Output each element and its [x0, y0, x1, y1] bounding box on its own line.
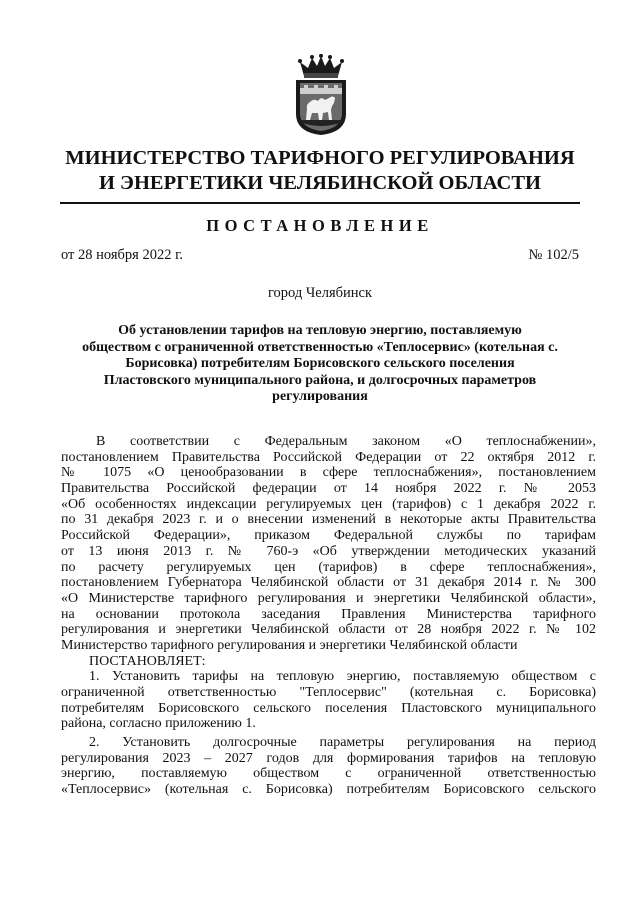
item-1-paragraph [61, 669, 596, 732]
title-line: Пластовского муниципального района, и долгосрочных параметров [103, 372, 537, 388]
ministry-name-line-2: И ЭНЕРГЕТИКИ ЧЕЛЯБИНСКОЙ ОБЛАСТИ [98, 172, 541, 194]
header-divider [60, 202, 580, 204]
item-2-line: 2. Установить долгосрочные параметры регулирования на период [89, 735, 596, 751]
document-city: город Челябинск [267, 285, 373, 301]
document-title [62, 323, 578, 406]
title-line: Об установлении тарифов на тепловую энергию, поставляемую [118, 323, 522, 338]
chelyabinsk-coat-of-arms-icon [290, 54, 352, 136]
resolves-heading: ПОСТАНОВЛЯЕТ: [89, 653, 206, 669]
preamble-line: Российской Федерации», приказом Федеральной службы по тарифам [61, 528, 596, 544]
preamble-line: «Об особенностях индексации регулируемых цен (тарифов) с 1 декабря 2022 г. [61, 496, 596, 512]
preamble-paragraph [61, 434, 596, 654]
item-2-line: «Теплосервис» (котельная с. Борисовка) потребителям Борисовского сельского [61, 782, 596, 798]
preamble-line: В соответствии с Федеральным законом «О теплоснабжении», [96, 434, 596, 449]
document-type: ПОСТАНОВЛЕНИЕ [206, 216, 434, 235]
document-number: № 102/5 [528, 247, 579, 263]
preamble-line: Министерство тарифного регулирования и энергетики Челябинской области [61, 637, 518, 653]
preamble-line: регулирования и энергетики Челябинской области от 28 ноября 2022 г. № 102 [61, 622, 596, 638]
preamble-line: на основании протокола заседания Правления Министерства тарифного [61, 606, 596, 622]
preamble-line: по расчету регулируемых цен (тарифов) в сфере теплоснабжения», [61, 559, 596, 575]
document-body [61, 434, 596, 798]
item-1-line: 1. Установить тарифы на тепловую энергию, поставляемую обществом с [89, 669, 596, 685]
ministry-name [40, 146, 600, 196]
item-1-line: ограниченной ответственностью "Теплосервис" (котельная с. Борисовка) [61, 685, 596, 700]
title-line: регулирования [272, 389, 368, 405]
item-1-line: района, согласно приложению 1. [61, 716, 256, 732]
title-line: Борисовка) потребителям Борисовского сельского поселения [125, 356, 515, 372]
preamble-line: «О Министерстве тарифного регулирования и энергетики Челябинской области», [61, 590, 596, 606]
preamble-line: от 13 июня 2013 г. № 760-э «Об утверждении методических указаний [61, 543, 596, 559]
title-line: обществом с ограниченной ответственностью «Теплосервис» (котельная с. [82, 339, 558, 355]
preamble-line: по 31 декабря 2023 г. и о внесении изменений в некоторые акты Правительства [61, 512, 596, 528]
document-date: от 28 ноября 2022 г. [61, 247, 184, 263]
item-2-line: энергию, поставляемую обществом с ограниченной ответственностью [61, 766, 596, 782]
preamble-line: постановлением Правительства Российской Федерации от 22 октября 2012 г. [61, 449, 596, 465]
item-1-line: потребителям Борисовского сельского поселения Пластовского муниципального [61, 700, 596, 716]
item-2-paragraph [61, 735, 596, 798]
item-2-line: регулирования 2023 – 2027 годов для формирования тарифов на тепловую [61, 750, 596, 766]
preamble-line: № 1075 «О ценообразовании в сфере теплоснабжения», постановлением [61, 465, 596, 481]
preamble-line: постановлением Губернатора Челябинской области от 31 декабря 2014 г. № 300 [61, 575, 596, 591]
ministry-name-line-1: МИНИСТЕРСТВО ТАРИФНОГО РЕГУЛИРОВАНИЯ [65, 147, 575, 169]
preamble-line: Правительства Российской федерации от 14 ноября 2022 г. № 2053 [61, 481, 596, 497]
